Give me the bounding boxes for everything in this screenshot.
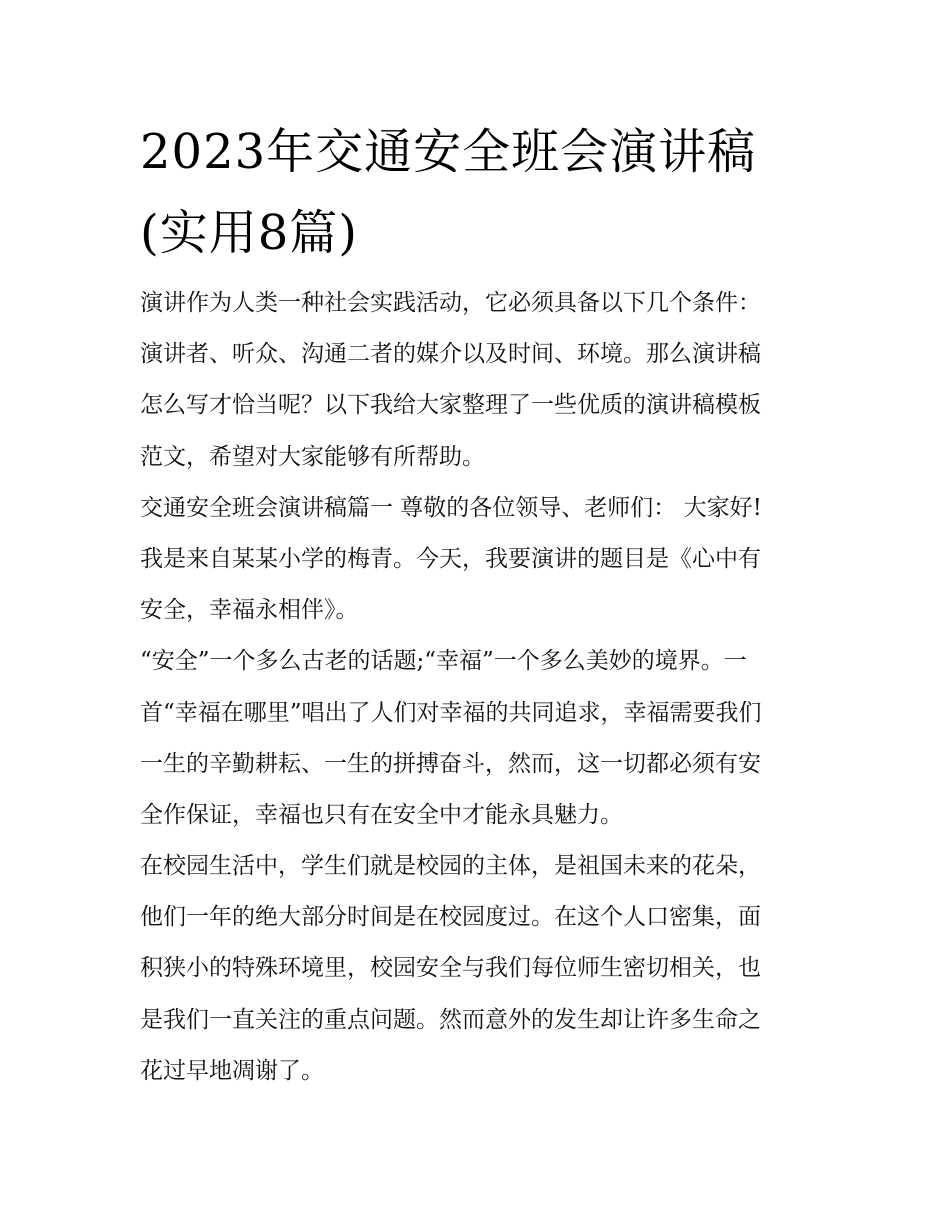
paragraph-speech-one-opening bbox=[140, 483, 820, 637]
text-line: 范文，希望对大家能够有所帮助。 bbox=[140, 443, 485, 470]
text-line: 积狭小的特殊环境里，校园安全与我们每位师生密切相关，也 bbox=[140, 955, 761, 982]
text-line: 他们一年的绝大部分时间是在校园度过。在这个人口密集，面 bbox=[140, 904, 761, 931]
text-line: 首“幸福在哪里”唱出了人们对幸福的共同追求，幸福需要我们 bbox=[140, 699, 762, 726]
text-line: 是我们一直关注的重点问题。然而意外的发生却让许多生命之 bbox=[140, 1006, 761, 1033]
text-line: 怎么写才恰当呢？以下我给大家整理了一些优质的演讲稿模板 bbox=[140, 392, 761, 419]
text-line: 演讲者、听众、沟通二者的媒介以及时间、环境。那么演讲稿 bbox=[140, 341, 761, 368]
paragraph-safety-happiness bbox=[140, 636, 820, 841]
text-line: 全作保证，幸福也只有在安全中才能永具魅力。 bbox=[140, 801, 623, 828]
text-line: 交通安全班会演讲稿篇一 尊敬的各位领导、老师们： 大家好! bbox=[140, 494, 762, 521]
text-line: 安全，幸福永相伴》。 bbox=[140, 597, 359, 624]
text-line: 一生的辛勤耕耘、一生的拼搏奋斗，然而，这一切都必须有安 bbox=[140, 750, 761, 777]
text-line: 我是来自某某小学的梅青。今天，我要演讲的题目是《心中有 bbox=[140, 545, 761, 572]
paragraph-campus-safety bbox=[140, 841, 820, 1097]
document-title bbox=[140, 112, 840, 274]
title-line-2: (实用8篇) bbox=[140, 205, 358, 261]
text-line: “安全”一个多么古老的话题;“幸福”一个多么美妙的境界。一 bbox=[140, 648, 747, 675]
document-body bbox=[140, 278, 820, 1097]
title-line-1: 2023年交通安全班会演讲稿 bbox=[140, 124, 757, 180]
paragraph-intro bbox=[140, 278, 820, 483]
text-line: 在校园生活中，学生们就是校园的主体，是祖国未来的花朵， bbox=[140, 853, 761, 880]
text-line: 花过早地凋谢了。 bbox=[140, 1057, 324, 1084]
text-line: 演讲作为人类一种社会实践活动，它必须具备以下几个条件： bbox=[140, 290, 761, 316]
